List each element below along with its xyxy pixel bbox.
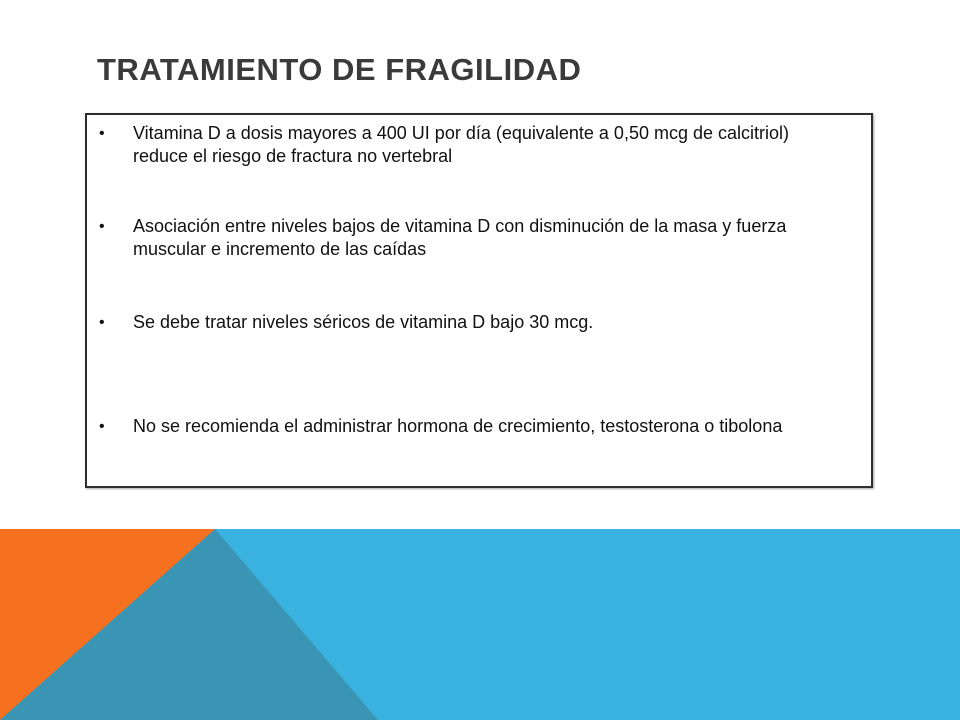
bullet-item [99, 311, 845, 334]
slide-title: TRATAMIENTO DE FRAGILIDAD [97, 52, 582, 87]
bullet-text: No se recomienda el administrar hormona de crecimiento, testosterona o tibolona [133, 416, 783, 436]
bullet-item [99, 215, 845, 261]
bullet-text: Asociación entre niveles bajos de vitamina D con disminución de la masa y fuerza muscular e incremento de las caídas [133, 216, 787, 259]
bullet-marker: • [99, 314, 105, 331]
content-box [85, 113, 873, 488]
bullet-item [99, 122, 845, 168]
bullet-text: Se debe tratar niveles séricos de vitamina D bajo 30 mcg. [133, 312, 594, 332]
bullet-marker: • [99, 125, 105, 142]
footer-decoration [0, 529, 960, 720]
bullet-marker: • [99, 218, 105, 235]
bullet-text: Vitamina D a dosis mayores a 400 UI por día (equivalente a 0,50 mcg de calcitriol) reduce el riesgo de fractura no vertebral [133, 123, 789, 166]
bullet-item [99, 415, 845, 438]
bullet-marker: • [99, 418, 105, 435]
